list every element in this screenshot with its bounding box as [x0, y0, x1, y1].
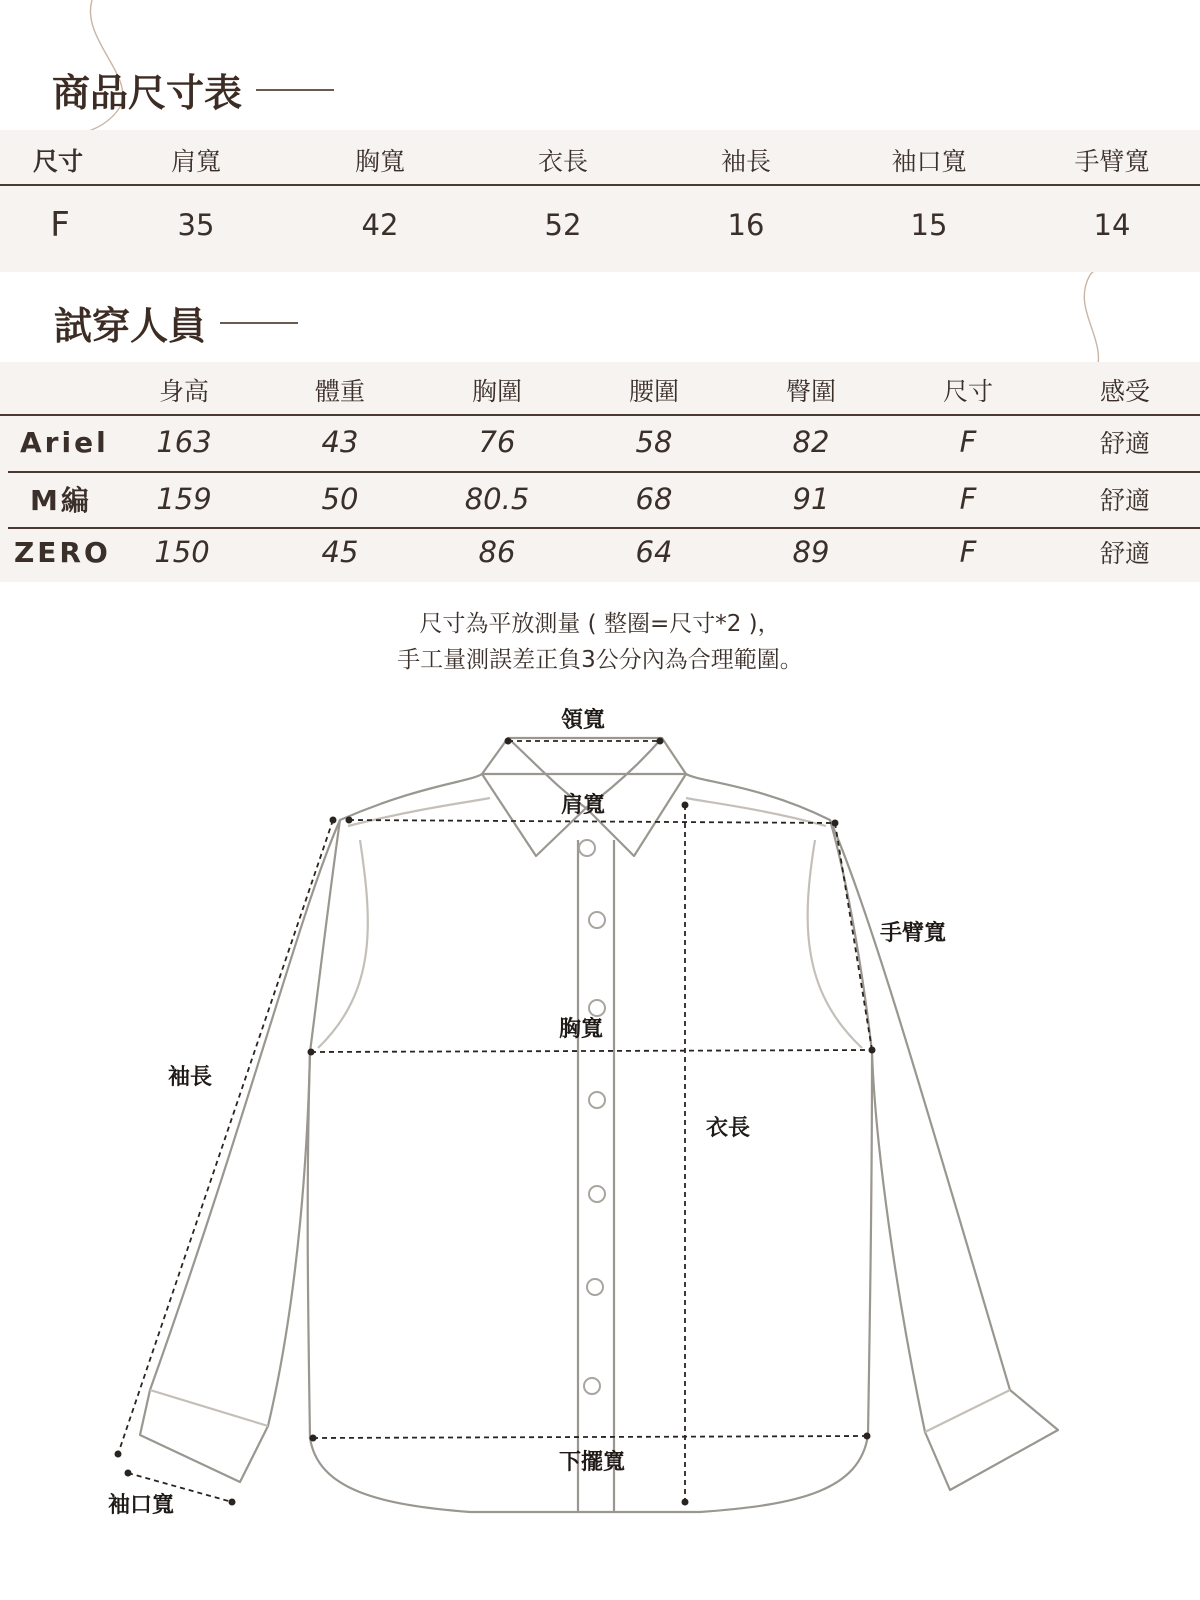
measurement-points	[115, 738, 876, 1506]
model-value: 68	[635, 482, 673, 516]
model-value: F	[959, 535, 977, 569]
header-cell: 腰圍	[628, 377, 680, 406]
label-arm: 手臂寬	[880, 920, 947, 946]
note-line-2: 手工量測誤差正負3公分內為合理範圍。	[397, 647, 803, 673]
model-name: M編	[30, 484, 92, 517]
label-collar: 領寬	[561, 707, 606, 733]
button-icon	[587, 1279, 603, 1295]
measurement-note	[0, 606, 1200, 678]
header-cell: 肩寬	[170, 147, 222, 176]
header-cell: 尺寸	[32, 147, 84, 176]
header-cell: 胸圍	[471, 377, 523, 406]
header-cell: 尺寸	[942, 377, 994, 406]
header-cell: 袖長	[720, 147, 772, 176]
label-sleeve: 袖長	[168, 1064, 213, 1090]
size-chart-header	[0, 136, 1200, 184]
model-value: 163	[156, 425, 212, 459]
header-cell: 手臂寬	[1074, 147, 1150, 176]
sleeve-length-line	[118, 820, 333, 1454]
model-value: 89	[792, 535, 830, 569]
model-value: 50	[321, 482, 359, 516]
label-hem: 下擺寬	[559, 1449, 626, 1475]
size-cell: 42	[361, 208, 399, 242]
size-cell: 14	[1093, 208, 1131, 242]
model-value: 150	[154, 535, 210, 569]
header-cell: 體重	[314, 377, 366, 406]
label-shoulder: 肩寬	[561, 792, 606, 818]
header-cell: 衣長	[537, 147, 589, 176]
button-icon	[589, 1186, 605, 1202]
label-chest: 胸寬	[559, 1016, 604, 1042]
header-divider	[0, 184, 1200, 186]
model-value: 91	[792, 482, 830, 516]
note-line-1: 尺寸為平放測量 ( 整圈=尺寸*2 )，	[419, 611, 781, 637]
size-chart-title-text: 商品尺寸表	[52, 70, 243, 115]
button-icon	[589, 1092, 605, 1108]
header-cell: 胸寬	[354, 147, 406, 176]
fit-model-row	[0, 417, 1200, 467]
model-feeling: 舒適	[1099, 429, 1151, 458]
header-cell: 身高	[158, 377, 210, 406]
model-feeling: 舒適	[1099, 539, 1151, 568]
measurement-lines	[118, 741, 872, 1502]
header-cell: 袖口寬	[891, 147, 967, 176]
model-name: Ariel	[20, 425, 109, 459]
model-value: 43	[321, 425, 359, 459]
fit-model-row	[0, 474, 1200, 524]
model-value: F	[959, 482, 977, 516]
label-length: 衣長	[706, 1115, 751, 1141]
title-rule	[220, 322, 298, 324]
model-value: 64	[635, 535, 673, 569]
button-icon	[584, 1378, 600, 1394]
model-value: 76	[478, 425, 516, 459]
size-cell: F	[50, 205, 70, 245]
size-chart-row	[0, 200, 1200, 250]
model-value: F	[959, 425, 977, 459]
shirt-buttons	[579, 840, 605, 1394]
size-cell: 16	[727, 208, 765, 242]
header-cell: 感受	[1099, 377, 1151, 406]
model-value: 86	[478, 535, 516, 569]
hem-width-line	[313, 1436, 867, 1438]
size-cell: 15	[910, 208, 948, 242]
chest-width-line	[311, 1050, 872, 1052]
shirt-measurement-diagram	[0, 690, 1200, 1600]
model-value: 80.5	[464, 482, 530, 516]
model-value: 58	[635, 425, 673, 459]
size-chart-title	[52, 62, 334, 117]
fit-models-title-text: 試穿人員	[54, 303, 207, 348]
button-icon	[589, 912, 605, 928]
header-cell: 臀圍	[785, 377, 837, 406]
model-value: 45	[321, 535, 359, 569]
size-cell: 52	[544, 208, 582, 242]
fit-models-title	[54, 295, 298, 350]
label-cuff: 袖口寬	[108, 1492, 175, 1518]
header-divider	[0, 414, 1200, 416]
model-value: 82	[792, 425, 830, 459]
row-divider	[8, 471, 1200, 473]
size-cell: 35	[177, 208, 215, 242]
button-icon	[589, 1000, 605, 1016]
title-rule	[256, 89, 334, 91]
model-name: ZERO	[14, 535, 111, 569]
shirt-outline	[140, 738, 1058, 1512]
shoulder-width-line	[349, 820, 835, 823]
fit-model-row	[0, 527, 1200, 577]
button-icon	[579, 840, 595, 856]
model-value: 159	[156, 482, 212, 516]
fit-models-header	[0, 366, 1200, 414]
model-feeling: 舒適	[1099, 486, 1151, 515]
